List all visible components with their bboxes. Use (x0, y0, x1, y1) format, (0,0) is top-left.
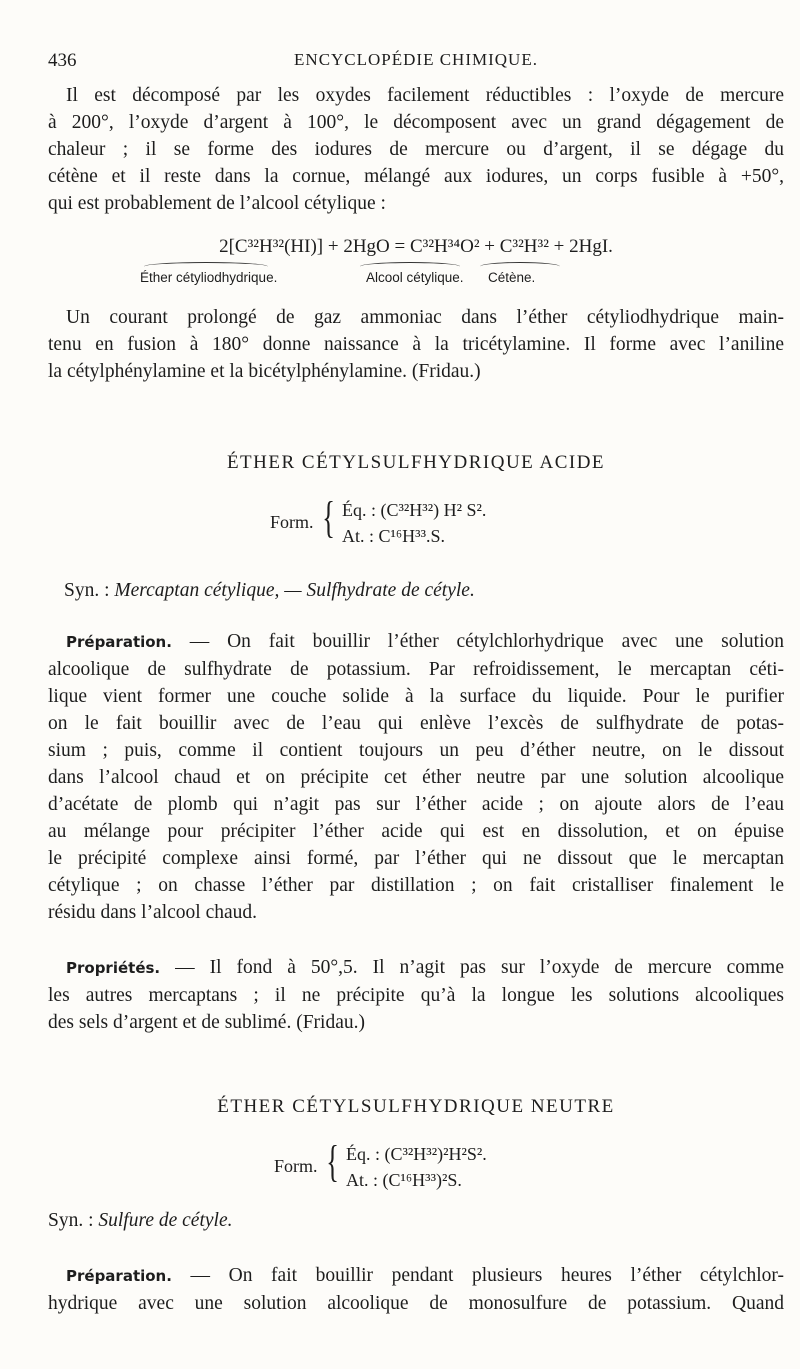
section-title: ÉTHER CÉTYLSULFHYDRIQUE ACIDE (226, 452, 606, 473)
formula-eq-label: Éq. (342, 500, 367, 520)
text-line: on le fait bouillir avec de l’eau qui enlève l’excès de sulfhydrate de potas- (48, 713, 784, 734)
text-line: Il est décomposé par les oxydes facilement réductibles : l’oxyde de mercure (66, 85, 784, 106)
equation-label: Cétène. (488, 270, 536, 285)
equation-label: Éther cétyliodhydrique. (140, 270, 278, 285)
ammonia-paragraph (48, 304, 784, 385)
syn-label: Syn. : (64, 580, 110, 601)
text-line: dans l’alcool chaud et on précipite cet éther neutre par une solution alcoolique (48, 767, 784, 788)
text-line: qui est probablement de l’alcool cétylique : (48, 193, 386, 214)
formula-at-value: : C¹⁶H³³.S. (369, 526, 445, 546)
form-label: Form. (274, 1156, 318, 1176)
text-line: tenu en fusion à 180° donne naissance à la tricétylamine. Il forme avec l’aniline (48, 334, 784, 355)
syn-text: Mercaptan cétylique, — Sulfhydrate de cétyle. (114, 580, 475, 601)
preparation-paragraph (48, 628, 784, 926)
text-line: des sels d’argent et de sublimé. (Fridau.) (48, 1012, 365, 1033)
text-line: chaleur ; il se forme des iodures de mercure ou d’argent, il se dégage du (48, 139, 784, 160)
brace-glyph: { (326, 1137, 339, 1186)
text-line (48, 1262, 784, 1290)
preparation-heading: Préparation. (66, 633, 172, 651)
text-line: résidu dans l’alcool chaud. (48, 902, 258, 923)
formula-eq-value: : (C³²H³²)²H²S². (375, 1144, 487, 1164)
intro-paragraph (48, 82, 784, 217)
text-line: sium ; puis, comme il contient toujours un peu d’éther neutre, on le dissout (48, 740, 784, 761)
equation-label: Alcool cétylique. (366, 270, 464, 285)
formula-at-label: At. (342, 526, 365, 546)
text-line: d’acétate de plomb qui n’agit pas sur l’éther acide ; on ajoute alors de l’eau (48, 794, 784, 815)
text-line: alcoolique de sulfhydrate de potassium. Par refroidissement, le mercaptan céti- (48, 659, 784, 680)
properties-paragraph (48, 954, 784, 1036)
formula-eq-row (346, 1144, 487, 1165)
text-line: cétylique ; on chasse l’éther par distillation ; on fait cristalliser finalement le (48, 875, 784, 896)
formula-at-row (342, 526, 445, 547)
syn-text: Sulfure de cétyle. (98, 1210, 233, 1231)
text-line: lique vient former une couche solide à la surface du liquide. Pour le purifier (48, 686, 784, 707)
text-line: la cétylphénylamine et la bicétylphénylamine. (Fridau.) (48, 361, 481, 382)
text-fragment: — Il fond à 50°,5. Il n’agit pas sur l’oxyde de mercure comme (160, 957, 784, 978)
formula-at-row (346, 1170, 462, 1191)
synonyms (64, 580, 475, 602)
text-fragment: — On fait bouillir pendant plusieurs heures l’éther cétylchlor- (171, 1265, 784, 1286)
preparation-heading: Préparation. (66, 1267, 172, 1285)
page-number: 436 (48, 50, 77, 71)
text-line (48, 628, 784, 656)
brace-glyph: { (322, 493, 335, 542)
synonyms (48, 1210, 232, 1232)
formula-eq-value: : (C³²H³²) H² S². (371, 500, 487, 520)
syn-label: Syn. : (48, 1210, 94, 1231)
formula-eq-label: Éq. (346, 1144, 371, 1164)
section-title: ÉTHER CÉTYLSULFHYDRIQUE NEUTRE (217, 1096, 615, 1117)
text-line: Un courant prolongé de gaz ammoniac dans l’éther cétyliodhydrique main- (66, 307, 784, 328)
text-line: les autres mercaptans ; il ne précipite qu’à la longue les solutions alcooliques (48, 985, 784, 1006)
form-label: Form. (270, 512, 314, 532)
text-fragment: — On fait bouillir l’éther cétylchlorhydrique avec une solution (171, 631, 784, 652)
reaction-equation: 2[C³²H³²(HI)] + 2HgO = C³²H³⁴O² + C³²H³² + 2HgI. (219, 236, 613, 257)
preparation-paragraph (48, 1262, 784, 1317)
text-line (48, 954, 784, 982)
running-header (48, 50, 784, 76)
text-line: cétène et il reste dans la cornue, mélangé aux iodures, un corps fusible à +50°, (48, 166, 784, 187)
formula-at-value: : (C¹⁶H³³)²S. (373, 1170, 462, 1190)
formula-eq-row (342, 500, 486, 521)
properties-heading: Propriétés. (66, 959, 161, 977)
text-line: le précipité complexe ainsi formé, par l’éther qui ne dissout que le mercaptan (48, 848, 784, 869)
text-line: au mélange pour précipiter l’éther acide qui est en dissolution, et on épuise (48, 821, 784, 842)
text-line: à 200°, l’oxyde d’argent à 100°, le décomposent avec un grand dégagement de (48, 112, 784, 133)
running-title: ENCYCLOPÉDIE CHIMIQUE. (294, 50, 538, 69)
formula-at-label: At. (346, 1170, 369, 1190)
text-line: hydrique avec une solution alcoolique de monosulfure de potassium. Quand (48, 1293, 784, 1314)
